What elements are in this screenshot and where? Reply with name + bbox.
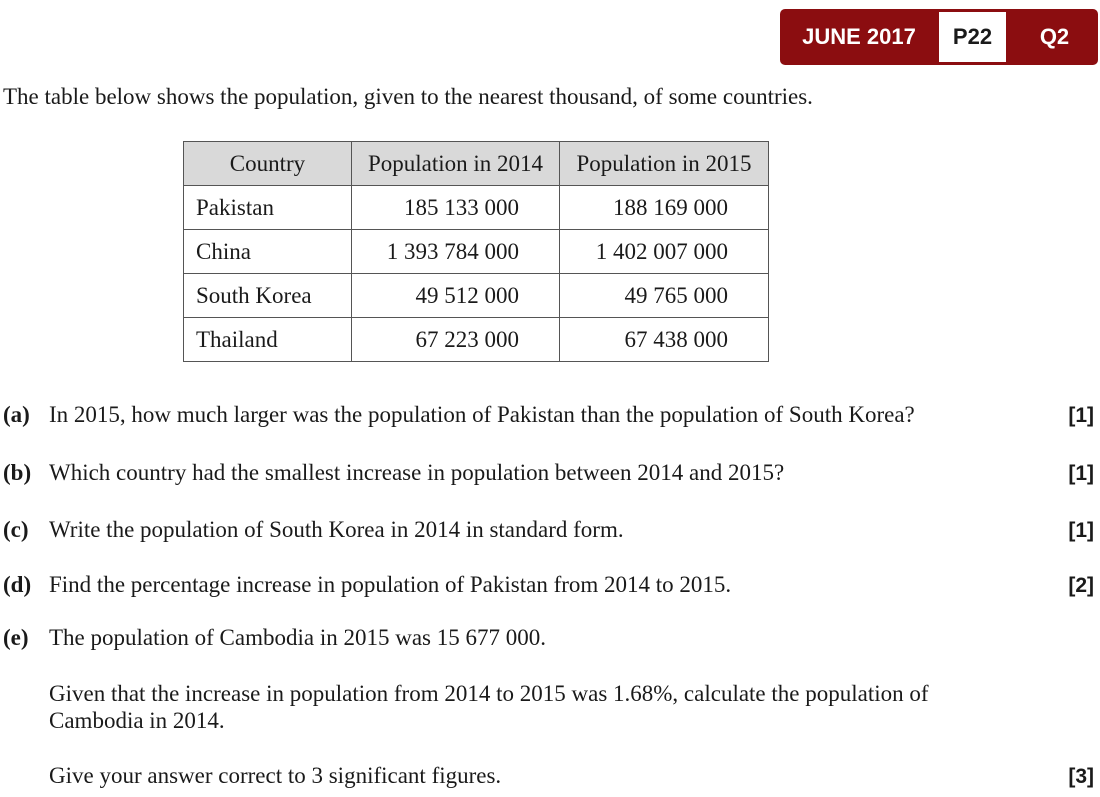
exam-date: JUNE 2017 xyxy=(802,24,916,49)
marks-badge: [1] xyxy=(1068,404,1094,427)
pop-2015-cell: 67 438 000 xyxy=(560,318,769,362)
country-name: Pakistan xyxy=(184,186,352,230)
pop-2015-cell: 49 765 000 xyxy=(560,274,769,318)
header-country: Country xyxy=(184,142,352,186)
question-text: Find the percentage increase in population of Pakistan from 2014 to 2015. xyxy=(49,572,732,597)
table-row xyxy=(184,274,769,318)
paper-code: P22 xyxy=(939,12,1006,62)
question-e-instruction: Give your answer correct to 3 significant figures. xyxy=(49,763,502,788)
question-text: Write the population of South Korea in 2014 in standard form. xyxy=(49,517,624,542)
header-pop-2014: Population in 2014 xyxy=(352,142,560,186)
question-text: The population of Cambodia in 2015 was 15 677 000. xyxy=(49,625,546,650)
question-label: (d) xyxy=(3,572,32,597)
marks-badge: [1] xyxy=(1068,462,1094,485)
header-pop-2015: Population in 2015 xyxy=(560,142,769,186)
table-header-row xyxy=(184,142,769,186)
pop-2014-cell: 185 133 000 xyxy=(352,186,560,230)
question-e-paragraph: Given that the increase in population from 2014 to 2015 was 1.68%, calculate the population of Cambodia in 2014. xyxy=(49,681,929,733)
pop-2015-cell: 1 402 007 000 xyxy=(560,230,769,274)
paper-badge xyxy=(780,9,1098,65)
question-label: (b) xyxy=(3,460,32,485)
table-row xyxy=(184,318,769,362)
question-label: (a) xyxy=(3,402,30,427)
pop-2014-cell: 49 512 000 xyxy=(352,274,560,318)
pop-2015-cell: 188 169 000 xyxy=(560,186,769,230)
marks-badge: [2] xyxy=(1068,574,1094,597)
table-row xyxy=(184,186,769,230)
intro-text: The table below shows the population, given to the nearest thousand, of some countries. xyxy=(3,84,813,109)
pop-2014-cell: 1 393 784 000 xyxy=(352,230,560,274)
marks-badge: [3] xyxy=(1068,765,1094,788)
country-name: South Korea xyxy=(184,274,352,318)
question-label: (e) xyxy=(3,625,29,650)
country-name: Thailand xyxy=(184,318,352,362)
question-number: Q2 xyxy=(1039,24,1070,49)
question-label: (c) xyxy=(3,517,29,542)
pop-2014-cell: 67 223 000 xyxy=(352,318,560,362)
marks-badge: [1] xyxy=(1068,519,1094,542)
question-text: Which country had the smallest increase in population between 2014 and 2015? xyxy=(49,460,785,485)
country-name: China xyxy=(184,230,352,274)
table-row xyxy=(184,230,769,274)
question-text: In 2015, how much larger was the population of Pakistan than the population of South Korea? xyxy=(49,402,915,427)
population-table xyxy=(183,141,769,362)
